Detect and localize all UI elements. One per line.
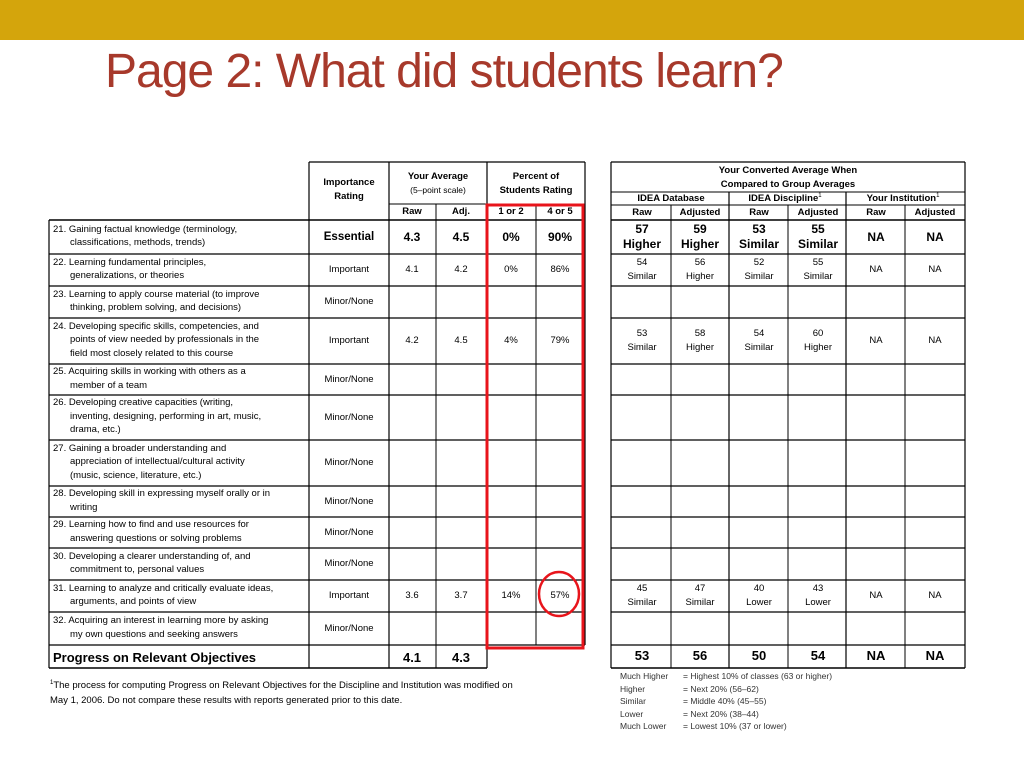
objective-text-line: 29. Learning how to find and use resources for [53, 519, 249, 530]
comparison-header-2: Compared to Group Averages [720, 179, 856, 190]
converted-average-cell: 53 [752, 222, 766, 236]
legend-term: Much Higher [620, 671, 669, 681]
objective-text-line: 31. Learning to analyze and critically evaluate ideas, [53, 582, 274, 594]
disc-adjusted-header: Adjusted [797, 207, 839, 218]
your-average-raw: 3.6 [405, 590, 419, 601]
objective-text-line: (music, science, literature, etc.) [70, 469, 202, 481]
objective-text-line: 26. Developing creative capacities (writing, [53, 397, 234, 409]
converted-average-cell: Higher [686, 271, 714, 282]
your-average-raw: 4.3 [403, 230, 421, 244]
importance-rating: Minor/None [324, 373, 374, 385]
importance-header-1: Importance [323, 177, 375, 188]
progress-adj: 4.3 [451, 650, 471, 665]
objective-text-line: 21. Gaining factual knowledge (terminology, [53, 223, 238, 235]
legend-definition: = Middle 40% (45–55) [683, 696, 767, 706]
db-adjusted-header: Adjusted [679, 207, 721, 218]
objective-text-line: points of view needed by professionals in the [70, 334, 260, 346]
converted-average-cell: Lower [746, 597, 772, 608]
objective-text-line: 22. Learning fundamental principles, [53, 256, 207, 268]
converted-average-cell: NA [928, 264, 942, 275]
percent-1-or-2: 0% [502, 230, 520, 244]
legend-definition: = Next 20% (38–44) [683, 708, 759, 719]
footnote-line-2: May 1, 2006. Do not compare these results with reports generated prior to this date. [50, 695, 403, 706]
legend-term: Much Lower [620, 721, 667, 731]
importance-rating: Minor/None [324, 457, 374, 468]
importance-rating: Essential [323, 231, 375, 243]
percent-header-1: Percent of [512, 171, 560, 182]
percent-column-highlight [487, 205, 583, 648]
importance-rating: Minor/None [324, 558, 374, 569]
idea-discipline-header: IDEA Discipline$^1$ [748, 193, 822, 205]
adj-header: Adj. [452, 206, 470, 217]
page-title: Page 2: What did students learn? [105, 45, 783, 98]
converted-average-cell: Similar [627, 342, 657, 353]
percent-4-or-5: 90% [547, 230, 573, 244]
your-average-raw: 4.2 [405, 335, 419, 346]
objective-text-line: member of a team [70, 379, 148, 391]
converted-average-cell: NA [928, 590, 942, 601]
your-institution-header: Your Institution$^1$ [866, 193, 940, 205]
percent-4-or-5: 57% [550, 590, 570, 601]
one-or-two-header: 1 or 2 [498, 206, 524, 217]
objective-text-line: writing [70, 501, 98, 513]
importance-rating: Important [328, 264, 370, 275]
converted-average-cell: Higher [804, 342, 832, 353]
your-average-adj: 4.5 [452, 230, 470, 244]
progress-raw: 4.1 [402, 650, 422, 665]
converted-average-cell: NA [869, 264, 883, 275]
inst-raw-header: Raw [866, 207, 886, 218]
objective-text-line: 25. Acquiring skills in working with others as a [53, 366, 246, 377]
converted-average-cell: NA [928, 335, 942, 346]
objective-text-line: 32. Acquiring an interest in learning more by asking [53, 615, 269, 626]
converted-average-cell: NA [869, 590, 883, 601]
converted-average-cell: 47 [694, 583, 706, 594]
converted-average-cell: Similar [627, 271, 657, 282]
objective-text-line: my own questions and seeking answers [70, 628, 238, 640]
raw-header: Raw [402, 206, 422, 217]
converted-average-cell: Higher [622, 237, 661, 251]
converted-average-cell: 54 [753, 328, 765, 339]
converted-average-cell: 57 [635, 222, 649, 236]
legend-term: Similar [620, 696, 646, 706]
converted-average-cell: 45 [636, 583, 648, 594]
percent-header-2: Students Rating [499, 185, 573, 196]
importance-rating: Minor/None [324, 411, 374, 423]
converted-average-cell: 56 [694, 257, 706, 268]
progress-converted-value: NA [925, 648, 945, 663]
importance-rating: Minor/None [324, 495, 374, 507]
converted-average-cell: 60 [812, 328, 824, 339]
converted-average-cell: Similar [797, 237, 839, 251]
objective-text-line: appreciation of intellectual/cultural activity [70, 456, 245, 468]
objective-text-line: 23. Learning to apply course material (to improve [53, 288, 260, 300]
converted-average-cell: 54 [636, 257, 648, 268]
legend-term: Lower [620, 708, 644, 719]
disc-raw-header: Raw [749, 207, 769, 218]
converted-average-cell: NA [867, 229, 885, 244]
converted-average-cell: Similar [803, 271, 833, 282]
inst-adjusted-header: Adjusted [914, 207, 956, 218]
percent-4-or-5: 86% [550, 264, 570, 275]
57-percent-circle-highlight [539, 572, 579, 616]
legend-definition: = Next 20% (56–62) [683, 683, 759, 694]
converted-average-cell: NA [926, 229, 944, 244]
importance-rating: Important [328, 335, 370, 346]
objective-text-line: arguments, and points of view [70, 596, 197, 607]
converted-average-cell: Higher [680, 237, 719, 251]
your-average-adj: 4.2 [454, 264, 468, 275]
converted-average-cell: 55 [812, 257, 824, 268]
progress-label: Progress on Relevant Objectives [53, 650, 257, 665]
converted-average-cell: 40 [753, 583, 765, 594]
objective-text-line: field most closely related to this course [70, 347, 234, 359]
objective-text-line: commitment to, personal values [70, 564, 205, 575]
progress-converted-value: 50 [751, 648, 767, 663]
your-average-adj: 3.7 [454, 590, 468, 601]
converted-average-cell: 58 [694, 328, 706, 339]
your-average-subheader: (5–point scale) [410, 185, 466, 195]
your-average-header: Your Average [407, 171, 469, 182]
percent-1-or-2: 4% [504, 335, 518, 346]
your-average-adj: 4.5 [454, 335, 468, 346]
percent-1-or-2: 14% [501, 590, 521, 601]
objective-text-line: 30. Developing a clearer understanding of, and [53, 550, 251, 562]
progress-converted-value: 53 [634, 648, 650, 663]
objective-text-line: inventing, designing, performing in art, music, [70, 410, 262, 422]
footnote-line-1: $^1$The process for computing Progress on Relevant Objectives for the Discipline and Institution was modified on [50, 680, 513, 692]
converted-average-cell: NA [869, 335, 883, 346]
comparison-header-1: Your Converted Average When [718, 165, 858, 176]
objective-text-line: answering questions or solving problems [70, 532, 242, 544]
importance-rating: Minor/None [324, 526, 374, 538]
converted-average-cell: Similar [685, 597, 715, 608]
objective-text-line: generalizations, or theories [70, 270, 185, 281]
objective-text-line: drama, etc.) [70, 424, 121, 436]
converted-average-cell: Similar [738, 237, 780, 251]
db-raw-header: Raw [632, 207, 652, 218]
importance-rating: Minor/None [324, 622, 374, 634]
converted-average-cell: 55 [811, 222, 825, 236]
objective-text-line: thinking, problem solving, and decisions) [70, 302, 242, 313]
percent-1-or-2: 0% [504, 264, 518, 275]
legend-definition: = Highest 10% of classes (63 or higher) [683, 671, 833, 681]
importance-rating: Minor/None [324, 296, 374, 307]
progress-converted-value: 56 [692, 648, 708, 663]
legend-term: Higher [620, 683, 646, 694]
objective-text-line: classifications, methods, trends) [70, 237, 206, 248]
idea-database-header: IDEA Database [637, 193, 705, 204]
importance-header-2: Rating [334, 191, 364, 202]
converted-average-cell: Similar [744, 271, 774, 282]
converted-average-cell: Lower [805, 597, 831, 608]
converted-average-cell: Similar [627, 597, 657, 608]
objective-text-line: 28. Developing skill in expressing myself orally or in [53, 488, 271, 499]
percent-4-or-5: 79% [550, 335, 570, 346]
your-average-raw: 4.1 [405, 264, 419, 275]
objective-text-line: 27. Gaining a broader understanding and [53, 442, 227, 454]
converted-average-cell: 43 [812, 583, 824, 594]
four-or-five-header: 4 or 5 [547, 206, 573, 217]
importance-rating: Important [328, 590, 370, 601]
legend-definition: = Lowest 10% (37 or lower) [683, 721, 787, 731]
converted-average-cell: 52 [753, 257, 765, 268]
converted-average-cell: Similar [744, 342, 774, 353]
converted-average-cell: Higher [686, 342, 714, 353]
converted-average-cell: 59 [693, 222, 707, 236]
progress-converted-value: 54 [810, 648, 826, 663]
converted-average-cell: 53 [636, 328, 648, 339]
progress-converted-value: NA [866, 648, 886, 663]
objective-text-line: 24. Developing specific skills, competencies, and [53, 320, 259, 332]
